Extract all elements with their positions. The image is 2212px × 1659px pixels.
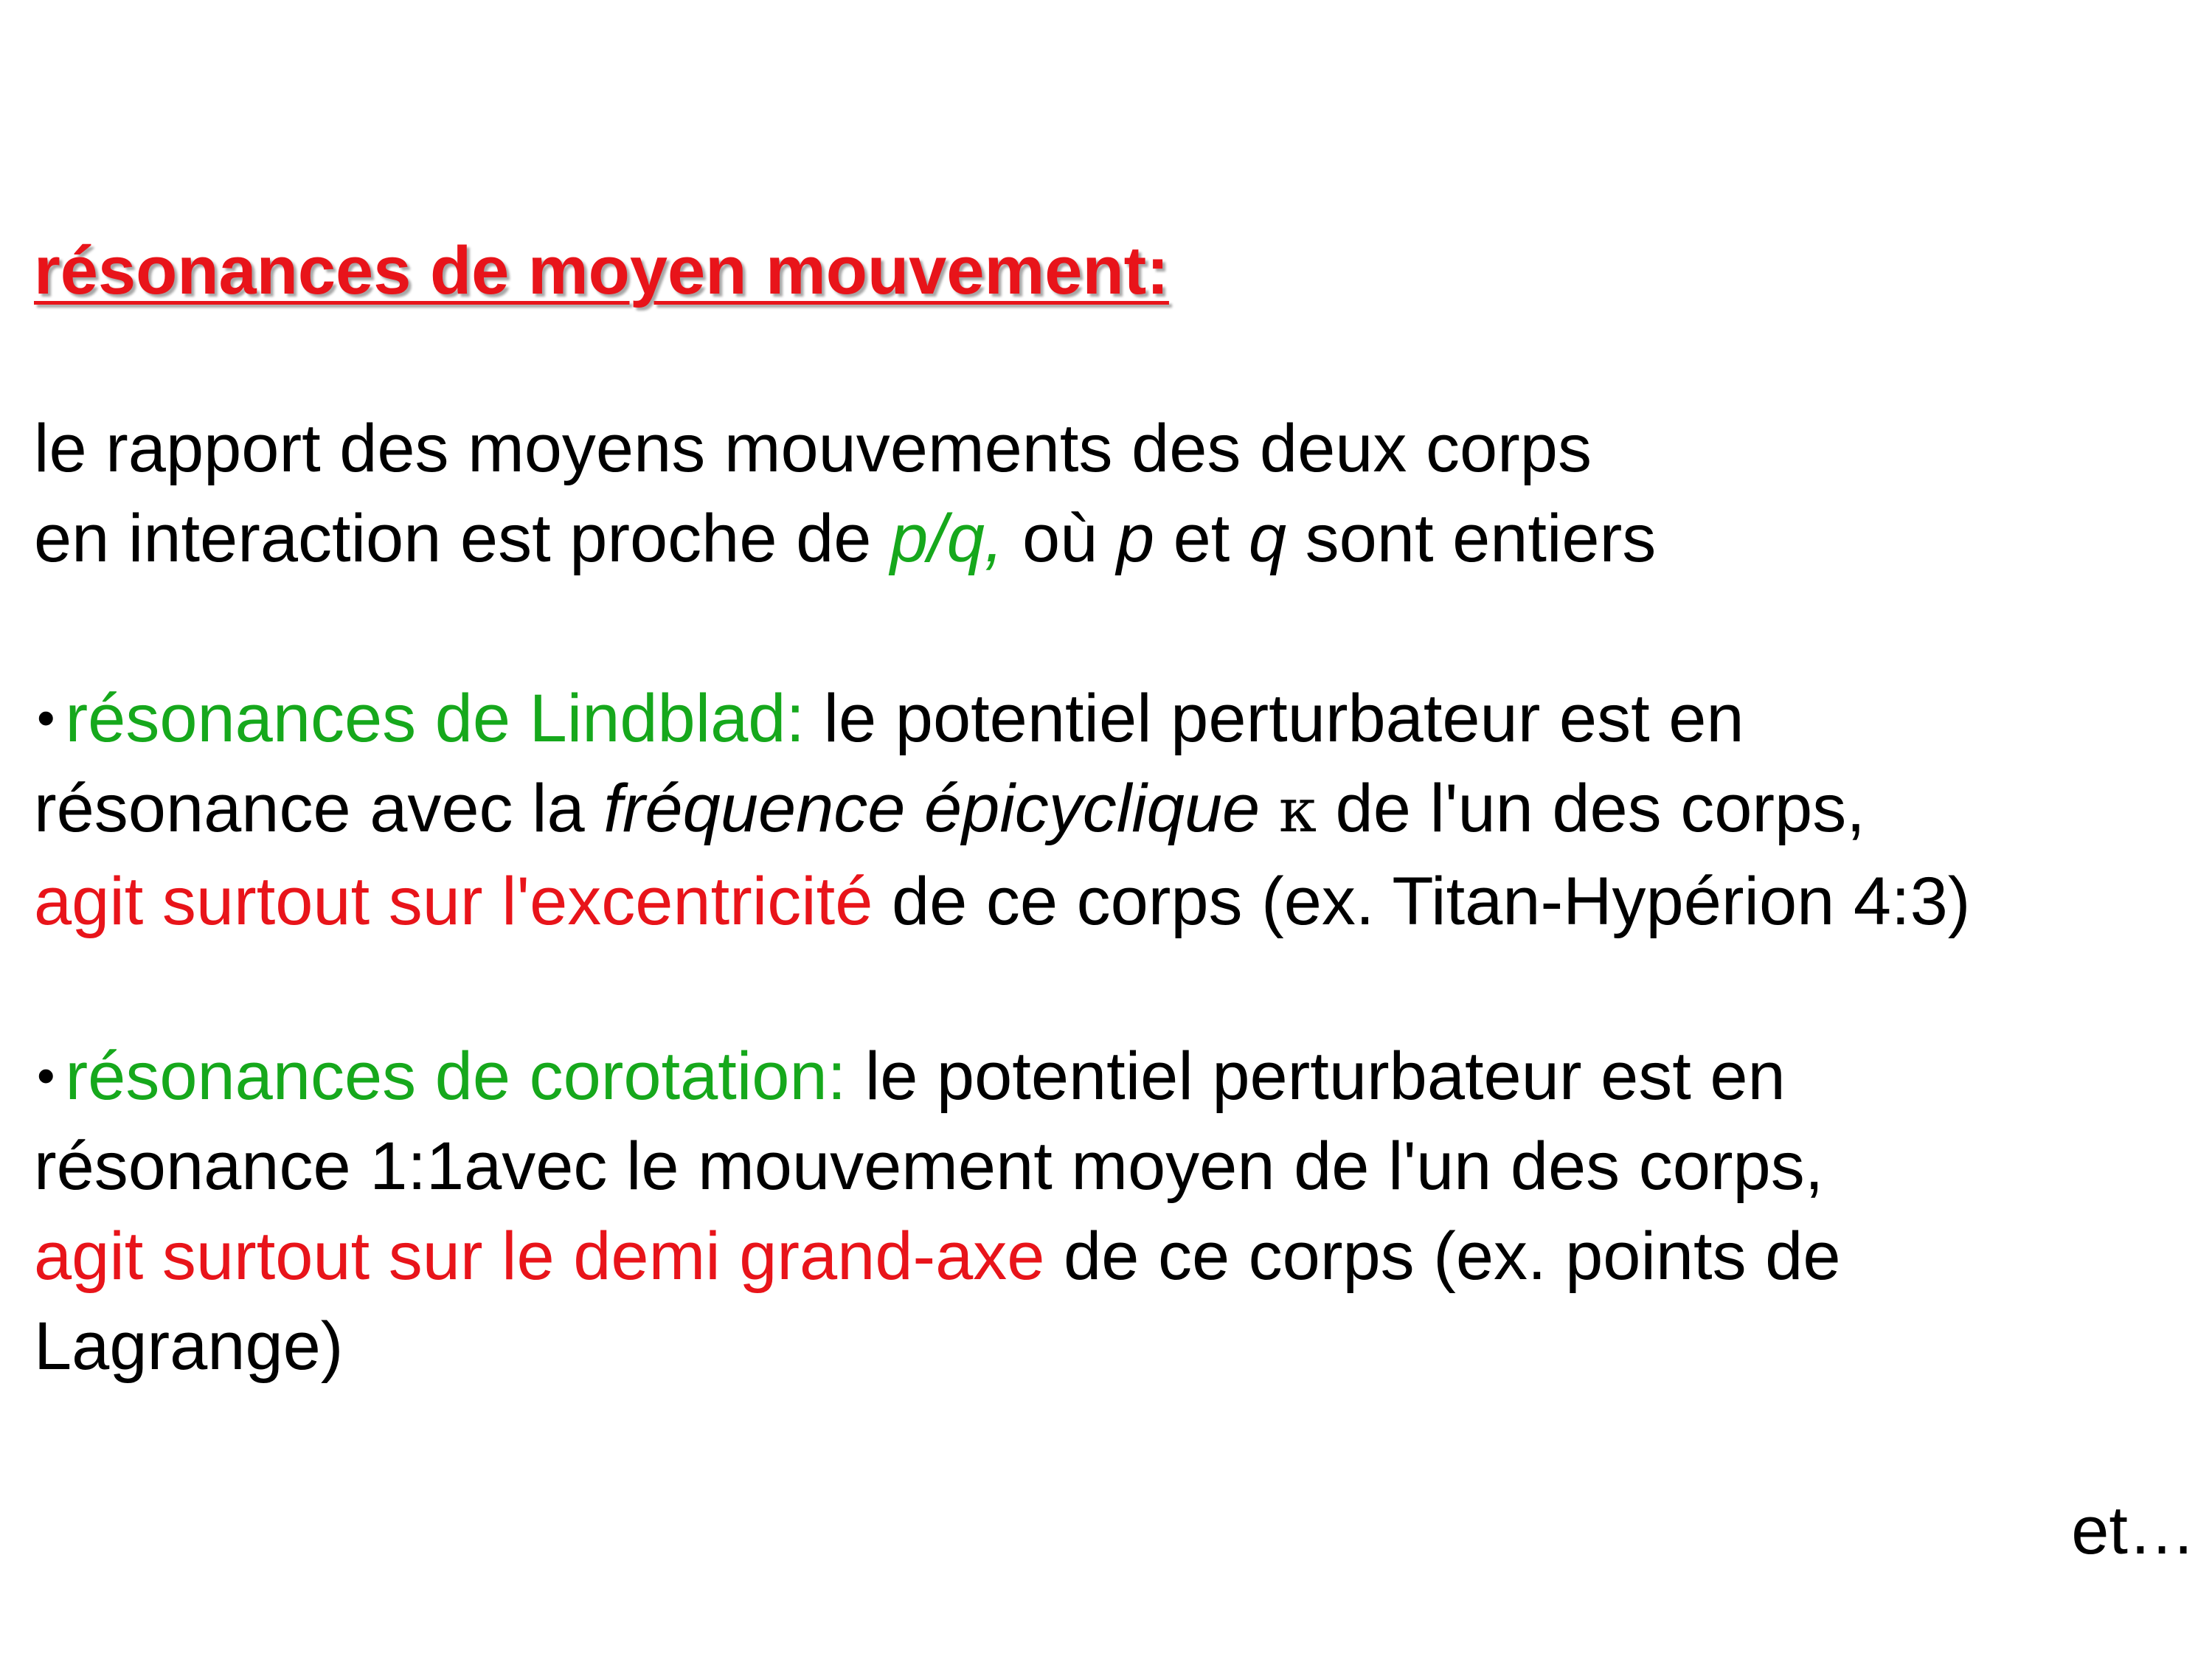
lindblad-line-1 <box>34 673 1970 763</box>
intro-line-1: le rapport des moyens mouvements des deux corps <box>34 411 1592 486</box>
corotation-line-1-rest: le potentiel perturbateur est en <box>846 1039 1786 1114</box>
etc-text: et… <box>2071 1493 2196 1568</box>
corotation-line-3 <box>34 1211 1841 1301</box>
slide-title: résonances de moyen mouvement: <box>34 233 1169 308</box>
intro-text-d: sont entiers <box>1286 501 1657 576</box>
lindblad-heading: résonances de Lindblad: <box>65 681 805 756</box>
corotation-effect: agit surtout sur le demi grand-axe <box>34 1219 1045 1294</box>
lindblad-effect: agit surtout sur l'excentricité <box>34 864 873 939</box>
lindblad-line-2-b: de l'un des corps, <box>1316 771 1865 846</box>
lindblad-line-1-rest: le potentiel perturbateur est en <box>805 681 1744 756</box>
bullet-icon: • <box>37 1047 55 1104</box>
intro-text-a: en interaction est proche de <box>34 501 890 576</box>
corotation-line-3-rest: de ce corps (ex. points de <box>1044 1219 1841 1294</box>
corotation-heading: résonances de corotation: <box>65 1039 847 1114</box>
lindblad-line-2-a: résonance avec la <box>34 771 604 846</box>
epicyclic-frequency: fréquence épicyclique <box>603 771 1261 846</box>
intro-text-c: et <box>1154 501 1249 576</box>
lindblad-line-2 <box>34 763 1970 856</box>
intro-paragraph <box>34 404 1656 583</box>
bullet-icon: • <box>37 689 55 747</box>
corotation-line-2: résonance 1:1avec le mouvement moyen de l'un des corps, <box>34 1129 1824 1204</box>
p-variable: p <box>1116 501 1155 576</box>
kappa-symbol: κ <box>1278 776 1317 846</box>
corotation-line-1 <box>34 1031 1841 1121</box>
q-variable: q <box>1248 501 1287 576</box>
corotation-line-4: Lagrange) <box>34 1309 344 1384</box>
lindblad-line-3 <box>34 856 1970 946</box>
intro-text-b: où <box>1003 501 1117 576</box>
lindblad-line-3-rest: de ce corps (ex. Titan-Hypérion 4:3) <box>873 864 1971 939</box>
lindblad-section <box>34 673 1970 946</box>
intro-line-2 <box>34 493 1656 583</box>
corotation-section <box>34 1031 1841 1391</box>
pq-ratio: p/q, <box>890 501 1004 576</box>
